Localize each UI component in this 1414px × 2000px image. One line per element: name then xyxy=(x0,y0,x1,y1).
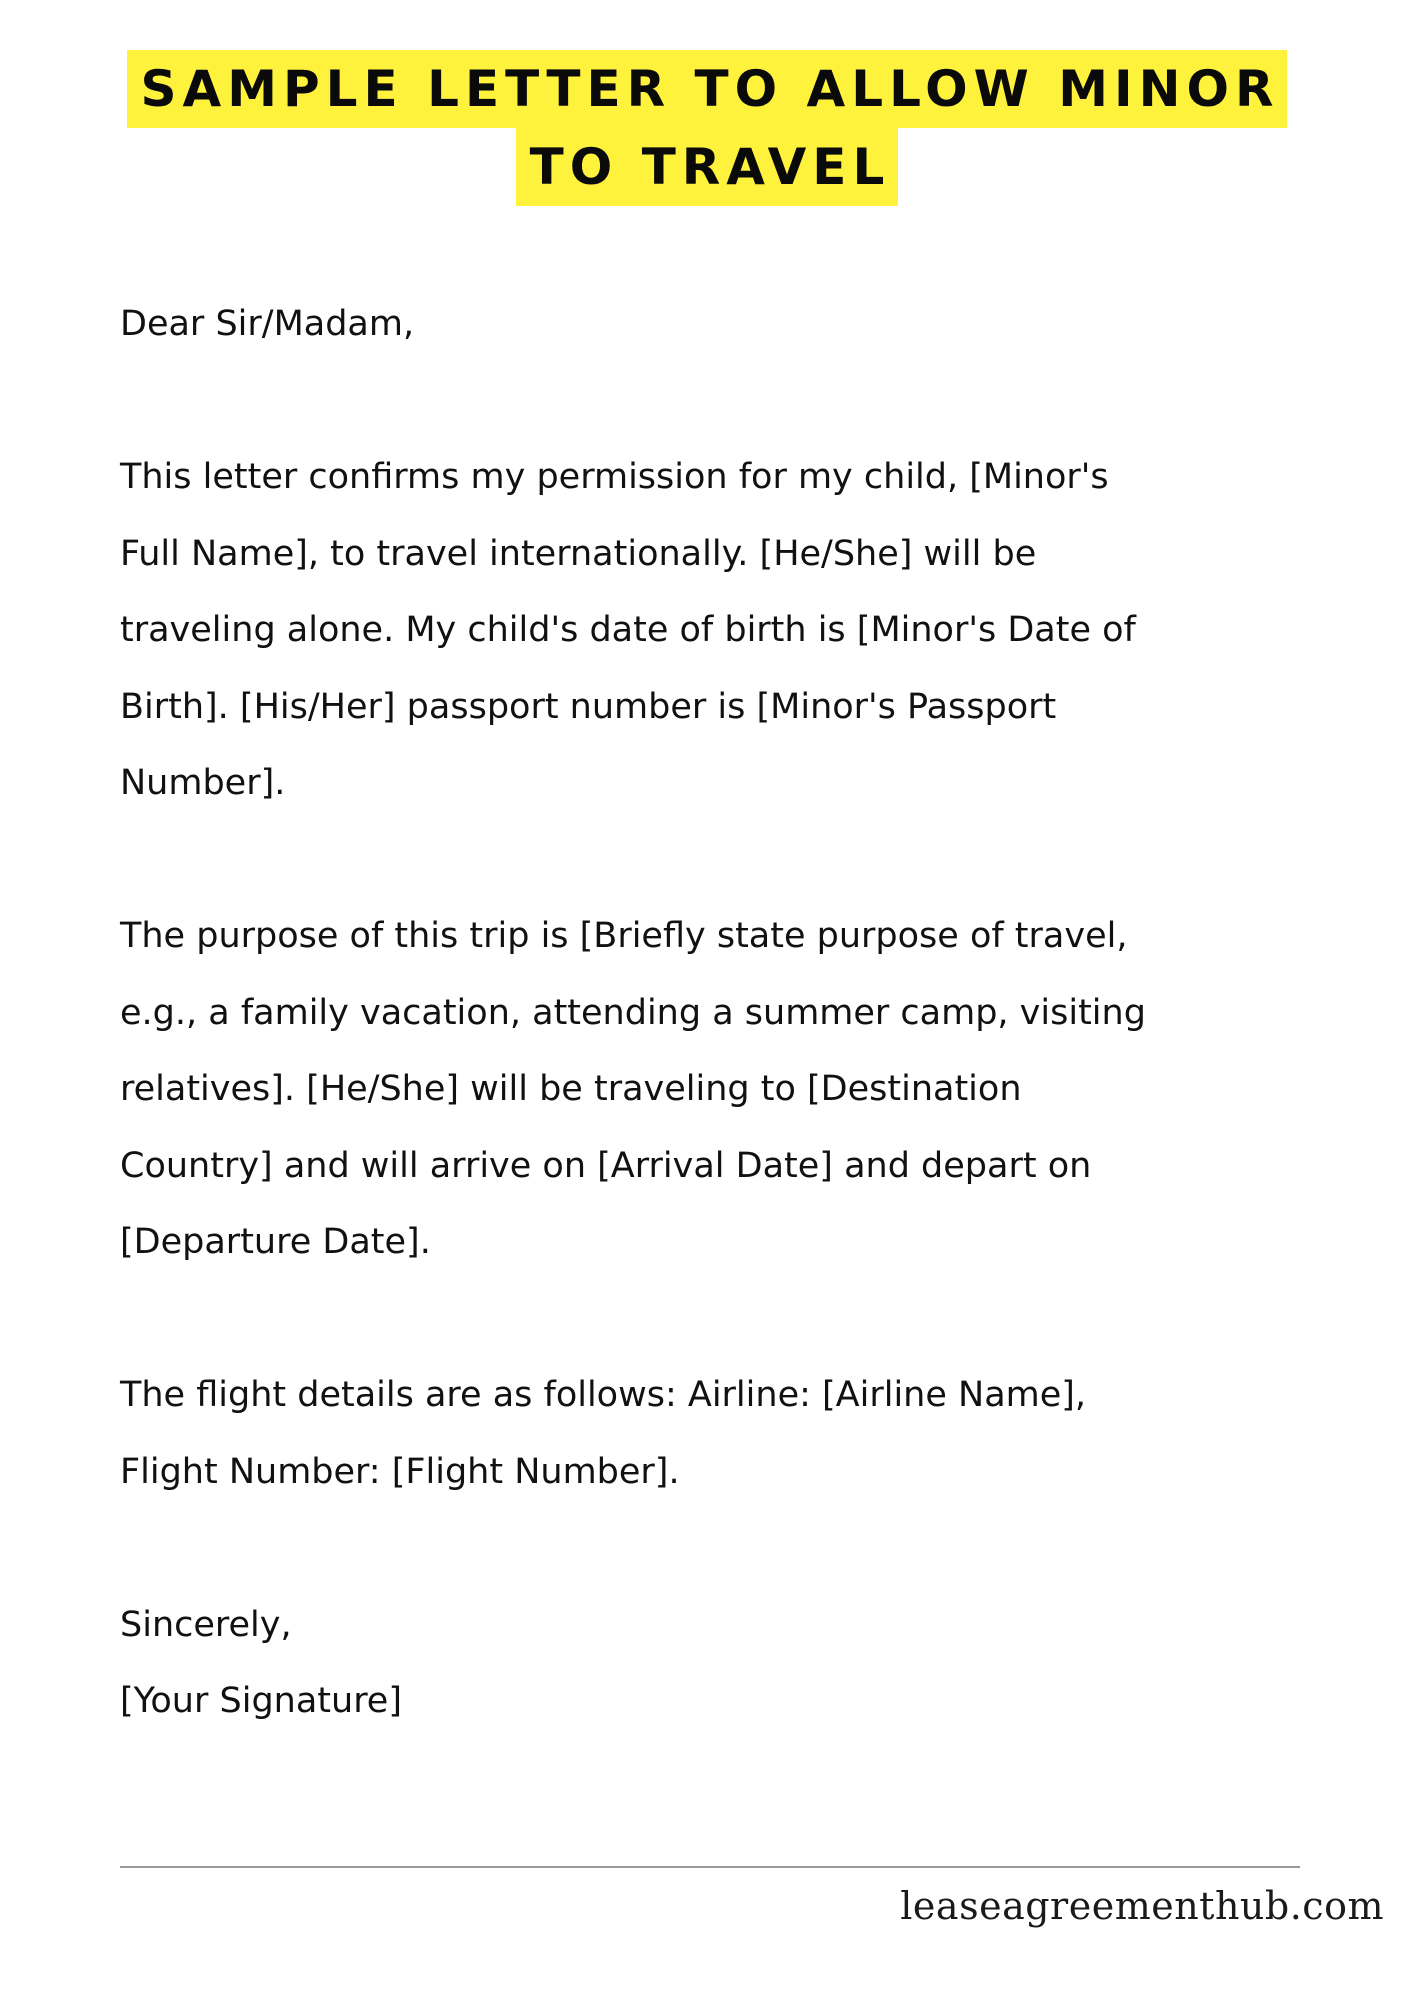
letter-body xyxy=(120,286,1350,1740)
paragraph-spacer xyxy=(120,1510,1350,1587)
paragraph-flight-details: The flight details are as follows: Airline: [Airline Name], Flight Number: [Flight Number]. xyxy=(120,1375,1087,1492)
title-line-1: SAMPLE LETTER TO ALLOW MINOR xyxy=(127,50,1288,128)
closing: Sincerely, xyxy=(120,1604,292,1645)
paragraph-spacer xyxy=(120,363,1350,440)
paragraph-spacer xyxy=(120,822,1350,899)
paragraph-spacer xyxy=(120,1281,1350,1358)
document-title xyxy=(0,50,1414,206)
signature-placeholder: [Your Signature] xyxy=(120,1681,402,1721)
salutation: Dear Sir/Madam, xyxy=(120,304,415,344)
footer-divider xyxy=(120,1866,1300,1868)
paragraph-permission: This letter confirms my permission for my child, [Minor's Full Name], to travel internationally. [He/She] will be traveling alone. My child's date of birth is [Minor's Date of Birth]. [His/Her] passport number is [Minor's Passport Number]. xyxy=(120,457,1136,803)
footer-website: leaseagreementhub.com xyxy=(900,1884,1384,1928)
title-line-2: TO TRAVEL xyxy=(516,128,899,206)
paragraph-purpose: The purpose of this trip is [Briefly state purpose of travel, e.g., a family vacation, attending a summer camp, visiting relatives]. [He/She] will be traveling to [Destination Country] and will arrive on [Arrival Date] and depart on [Departure Date]. xyxy=(120,916,1146,1262)
